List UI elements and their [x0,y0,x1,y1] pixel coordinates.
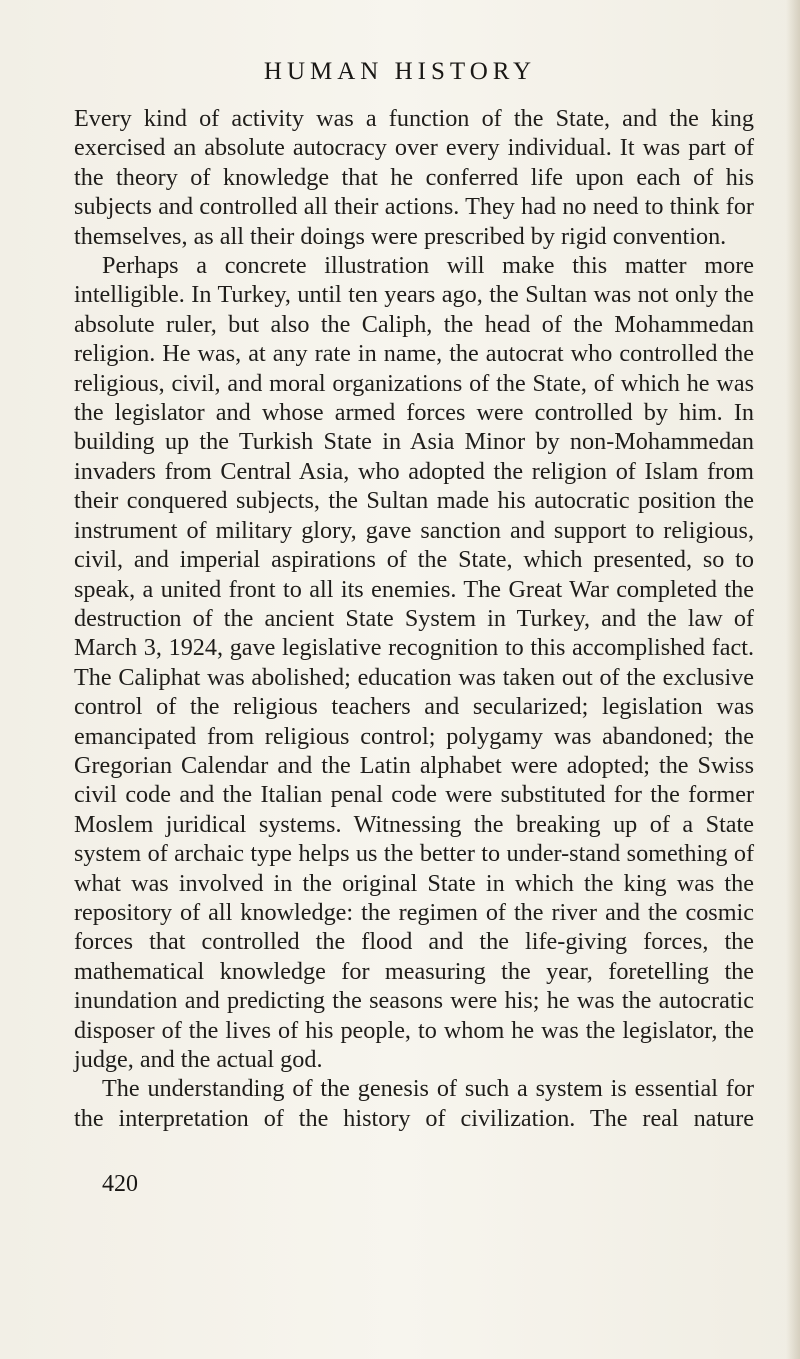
body-text [74,104,754,1133]
paragraph-1: Every kind of activity was a function of the State, and the king exercised an absolute autocracy over every individual. It was part of the theory of knowledge that he conferred life upon each of his subjects and controlled all their actions. They had no need to think for themselves, as all their doings were prescribed by rigid convention. [74,105,754,250]
paragraph-2: Perhaps a concrete illustration will make this matter more intelligible. In Turkey, until ten years ago, the Sultan was not only the absolute ruler, but also the Caliph, the head of the Mohammedan religion. He was, at any rate in name, the autocrat who controlled the religious, civil, and moral organizations of the State, of which he was the legislator and whose armed forces were controlled by him. In building up the Turkish State in Asia Minor by non-Mohammedan invaders from Central Asia, who adopted the religion of Islam from their conquered subjects, the Sultan made his autocratic position the instrument of military glory, gave sanction and support to religious, civil, and imperial aspirations of the State, which presented, so to speak, a united front to all its enemies. The Great War completed the destruction of the ancient State System in Turkey, and the law of March 3, 1924, gave legislative recognition to this accomplished fact. The Caliphat was abolished; education was taken out of the exclusive control of the religious teachers and secularized; legislation was emancipated from religious control; polygamy was abandoned; the Gregorian Calendar and the Latin alphabet were adopted; the Swiss civil code and the Italian penal code were substituted for the former Moslem juridical systems. Witnessing the breaking up of a State system of archaic type helps us the better to under-stand something of what was involved in the original State in which the king was the repository of all knowledge: the regimen of the river and the cosmic forces that controlled the flood and the life-giving forces, the mathematical knowledge for measuring the year, foretelling the inundation and predicting the seasons were his; he was the autocratic disposer of the lives of his people, to whom he was the legislator, the judge, and the actual god. [74,252,754,1073]
page-number: 420 [102,1171,138,1197]
page-edge-shadow [786,0,800,1359]
running-head: HUMAN HISTORY [263,58,537,85]
paragraph-3: The understanding of the genesis of such a system is essential for the interpretation of the history of civilization. The real nature [74,1075,754,1132]
